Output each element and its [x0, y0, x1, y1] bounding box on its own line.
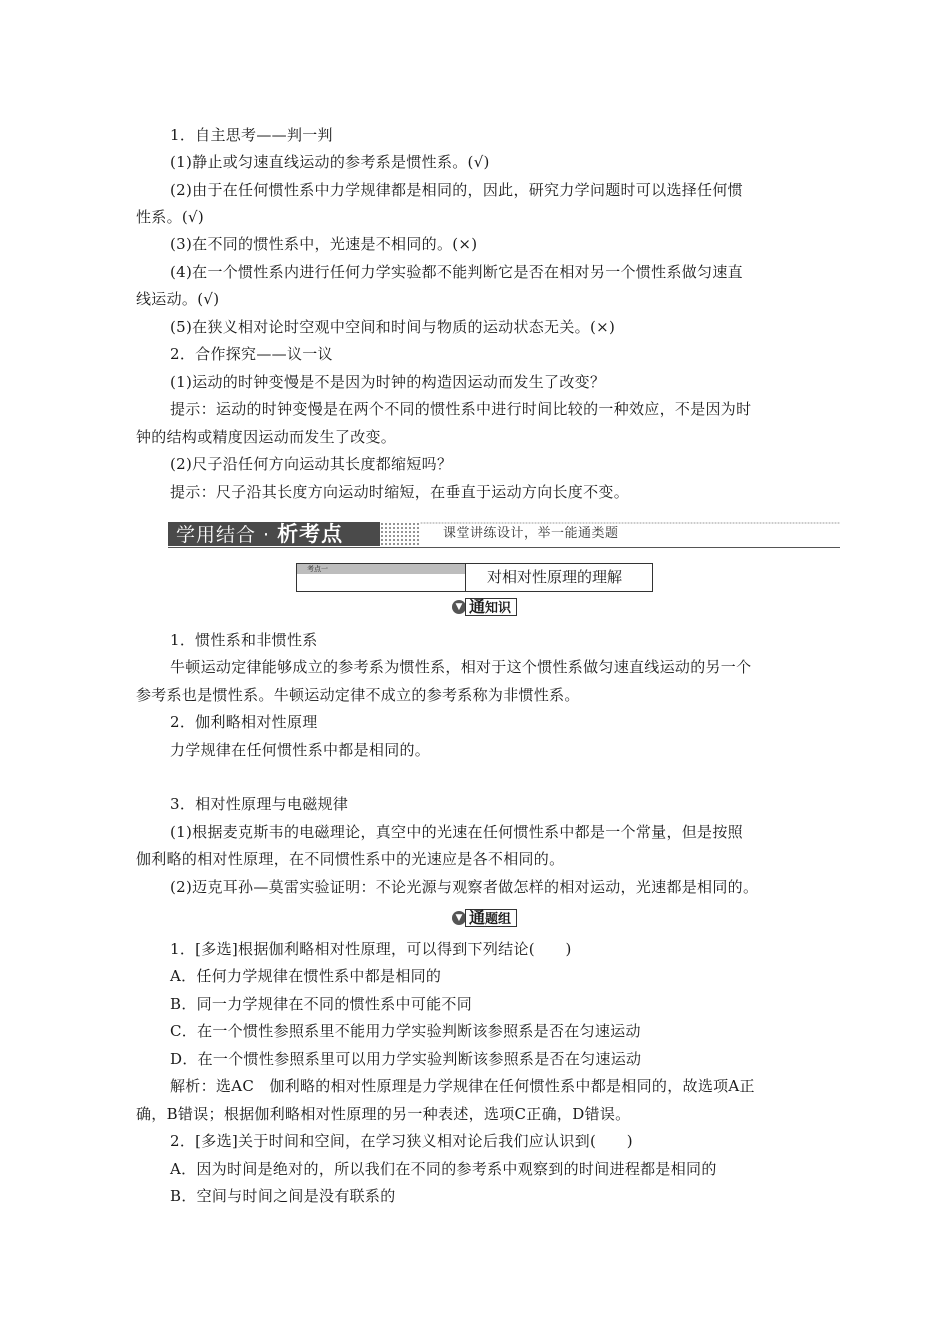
knowledge-text-3a: (1)根据麦克斯韦的电磁理论，真空中的光速在任何惯性系中都是一个常量，但是按照: [170, 823, 743, 841]
knowledge-text-3a-cont: 伽利略的相对性原理，在不同惯性系中的光速应是各不相同的。: [136, 850, 565, 868]
judgment-item-3: (3)在不同的惯性系中，光速是不相同的。(×): [170, 235, 478, 253]
badge-label: [465, 909, 517, 927]
section-heading-self-think: 1．自主思考——判一判: [170, 126, 333, 144]
banner-title-bold: 析考点: [277, 522, 344, 546]
banner-rule: [168, 547, 840, 548]
banner-title: [168, 522, 380, 546]
knowledge-text-1-cont: 参考系也是惯性系。牛顿运动定律不成立的参考系称为非惯性系。: [136, 686, 580, 704]
discuss-hint-1: 提示：运动的时钟变慢是在两个不同的惯性系中进行时间比较的一种效应，不是因为时: [170, 400, 752, 418]
discuss-question-1: (1)运动的时钟变慢是不是因为时钟的构造因运动而发生了改变？: [170, 373, 606, 391]
judgment-item-5: (5)在狭义相对论时空观中空间和时间与物质的运动状态无关。(×): [170, 318, 616, 336]
section-heading-discuss: 2．合作探究——议一议: [170, 345, 333, 363]
down-arrow-icon: ▼: [452, 600, 466, 614]
knowledge-text-1: 牛顿运动定律能够成立的参考系为惯性系，相对于这个惯性系做匀速直线运动的另一个: [170, 658, 752, 676]
discuss-hint-2: 提示：尺子沿其长度方向运动时缩短，在垂直于运动方向长度不变。: [170, 483, 630, 501]
section-banner: [168, 520, 840, 548]
down-arrow-icon: ▼: [452, 911, 466, 925]
judgment-item-4: (4)在一个惯性系内进行任何力学实验都不能判断它是否在相对另一个惯性系做匀速直: [170, 263, 743, 281]
knowledge-text-3b: (2)迈克耳孙—莫雷实验证明：不论光源与观察者做怎样的相对运动，光速都是相同的。: [170, 878, 759, 896]
banner-subtitle: 课堂讲练设计，举一能通类题: [443, 526, 619, 541]
judgment-item-4-cont: 线运动。(√): [136, 290, 220, 308]
exercise-2-question: 2．[多选]关于时间和空间，在学习狭义相对论后我们应认识到( ): [170, 1132, 633, 1150]
judgment-item-2: (2)由于在任何惯性系中力学规律都是相同的，因此，研究力学问题时可以选择任何惯: [170, 181, 743, 199]
knowledge-heading-1: 1．惯性系和非惯性系: [170, 631, 318, 649]
knowledge-heading-3: 3．相对性原理与电磁规律: [170, 795, 349, 813]
kaodian-title: 对相对性原理的理解: [487, 568, 623, 586]
badge-label: [465, 598, 517, 616]
exercise-1-analysis: 解析：选AC 伽利略的相对性原理是力学规律在任何惯性系中都是相同的，故选项A正: [170, 1077, 755, 1095]
judgment-item-1: (1)静止或匀速直线运动的参考系是惯性系。(√): [170, 153, 490, 171]
badge-small-chars: 题组: [485, 912, 512, 927]
banner-title-normal: 学用结合 ·: [176, 524, 278, 546]
exercise-1-question: 1．[多选]根据伽利略相对性原理，可以得到下列结论( ): [170, 940, 572, 958]
exercise-1-option-b: B．同一力学规律在不同的惯性系中可能不同: [170, 995, 473, 1013]
kaodian-box: [296, 563, 653, 592]
judgment-item-2-cont: 性系。(√): [136, 208, 205, 226]
banner-dot-pattern: [380, 522, 420, 546]
discuss-question-2: (2)尺子沿任何方向运动其长度都缩短吗？: [170, 455, 453, 473]
badge-big-char: 通: [469, 908, 486, 927]
knowledge-heading-2: 2．伽利略相对性原理: [170, 713, 318, 731]
kaodian-divider: [465, 564, 466, 591]
exercise-1-option-a: A．任何力学规律在惯性系中都是相同的: [170, 967, 442, 985]
exercise-1-option-d: D．在一个惯性参照系里可以用力学实验判断该参照系是否在匀速运动: [170, 1050, 642, 1068]
exercise-1-option-c: C．在一个惯性参照系里不能用力学实验判断该参照系是否在匀速运动: [170, 1022, 641, 1040]
kaodian-tag: 考点一: [297, 564, 465, 574]
discuss-hint-1-cont: 钟的结构或精度因运动而发生了改变。: [136, 428, 397, 446]
exercise-2-option-a: A．因为时间是绝对的，所以我们在不同的参考系中观察到的时间进程都是相同的: [170, 1160, 717, 1178]
knowledge-text-2: 力学规律在任何惯性系中都是相同的。: [170, 741, 431, 759]
badge-small-chars: 知识: [485, 601, 512, 616]
exercise-1-analysis-cont: 确，B错误；根据伽利略相对性原理的另一种表述，选项C正确，D错误。: [136, 1105, 631, 1123]
exercise-2-option-b: B．空间与时间之间是没有联系的: [170, 1187, 396, 1205]
badge-big-char: 通: [469, 597, 486, 616]
